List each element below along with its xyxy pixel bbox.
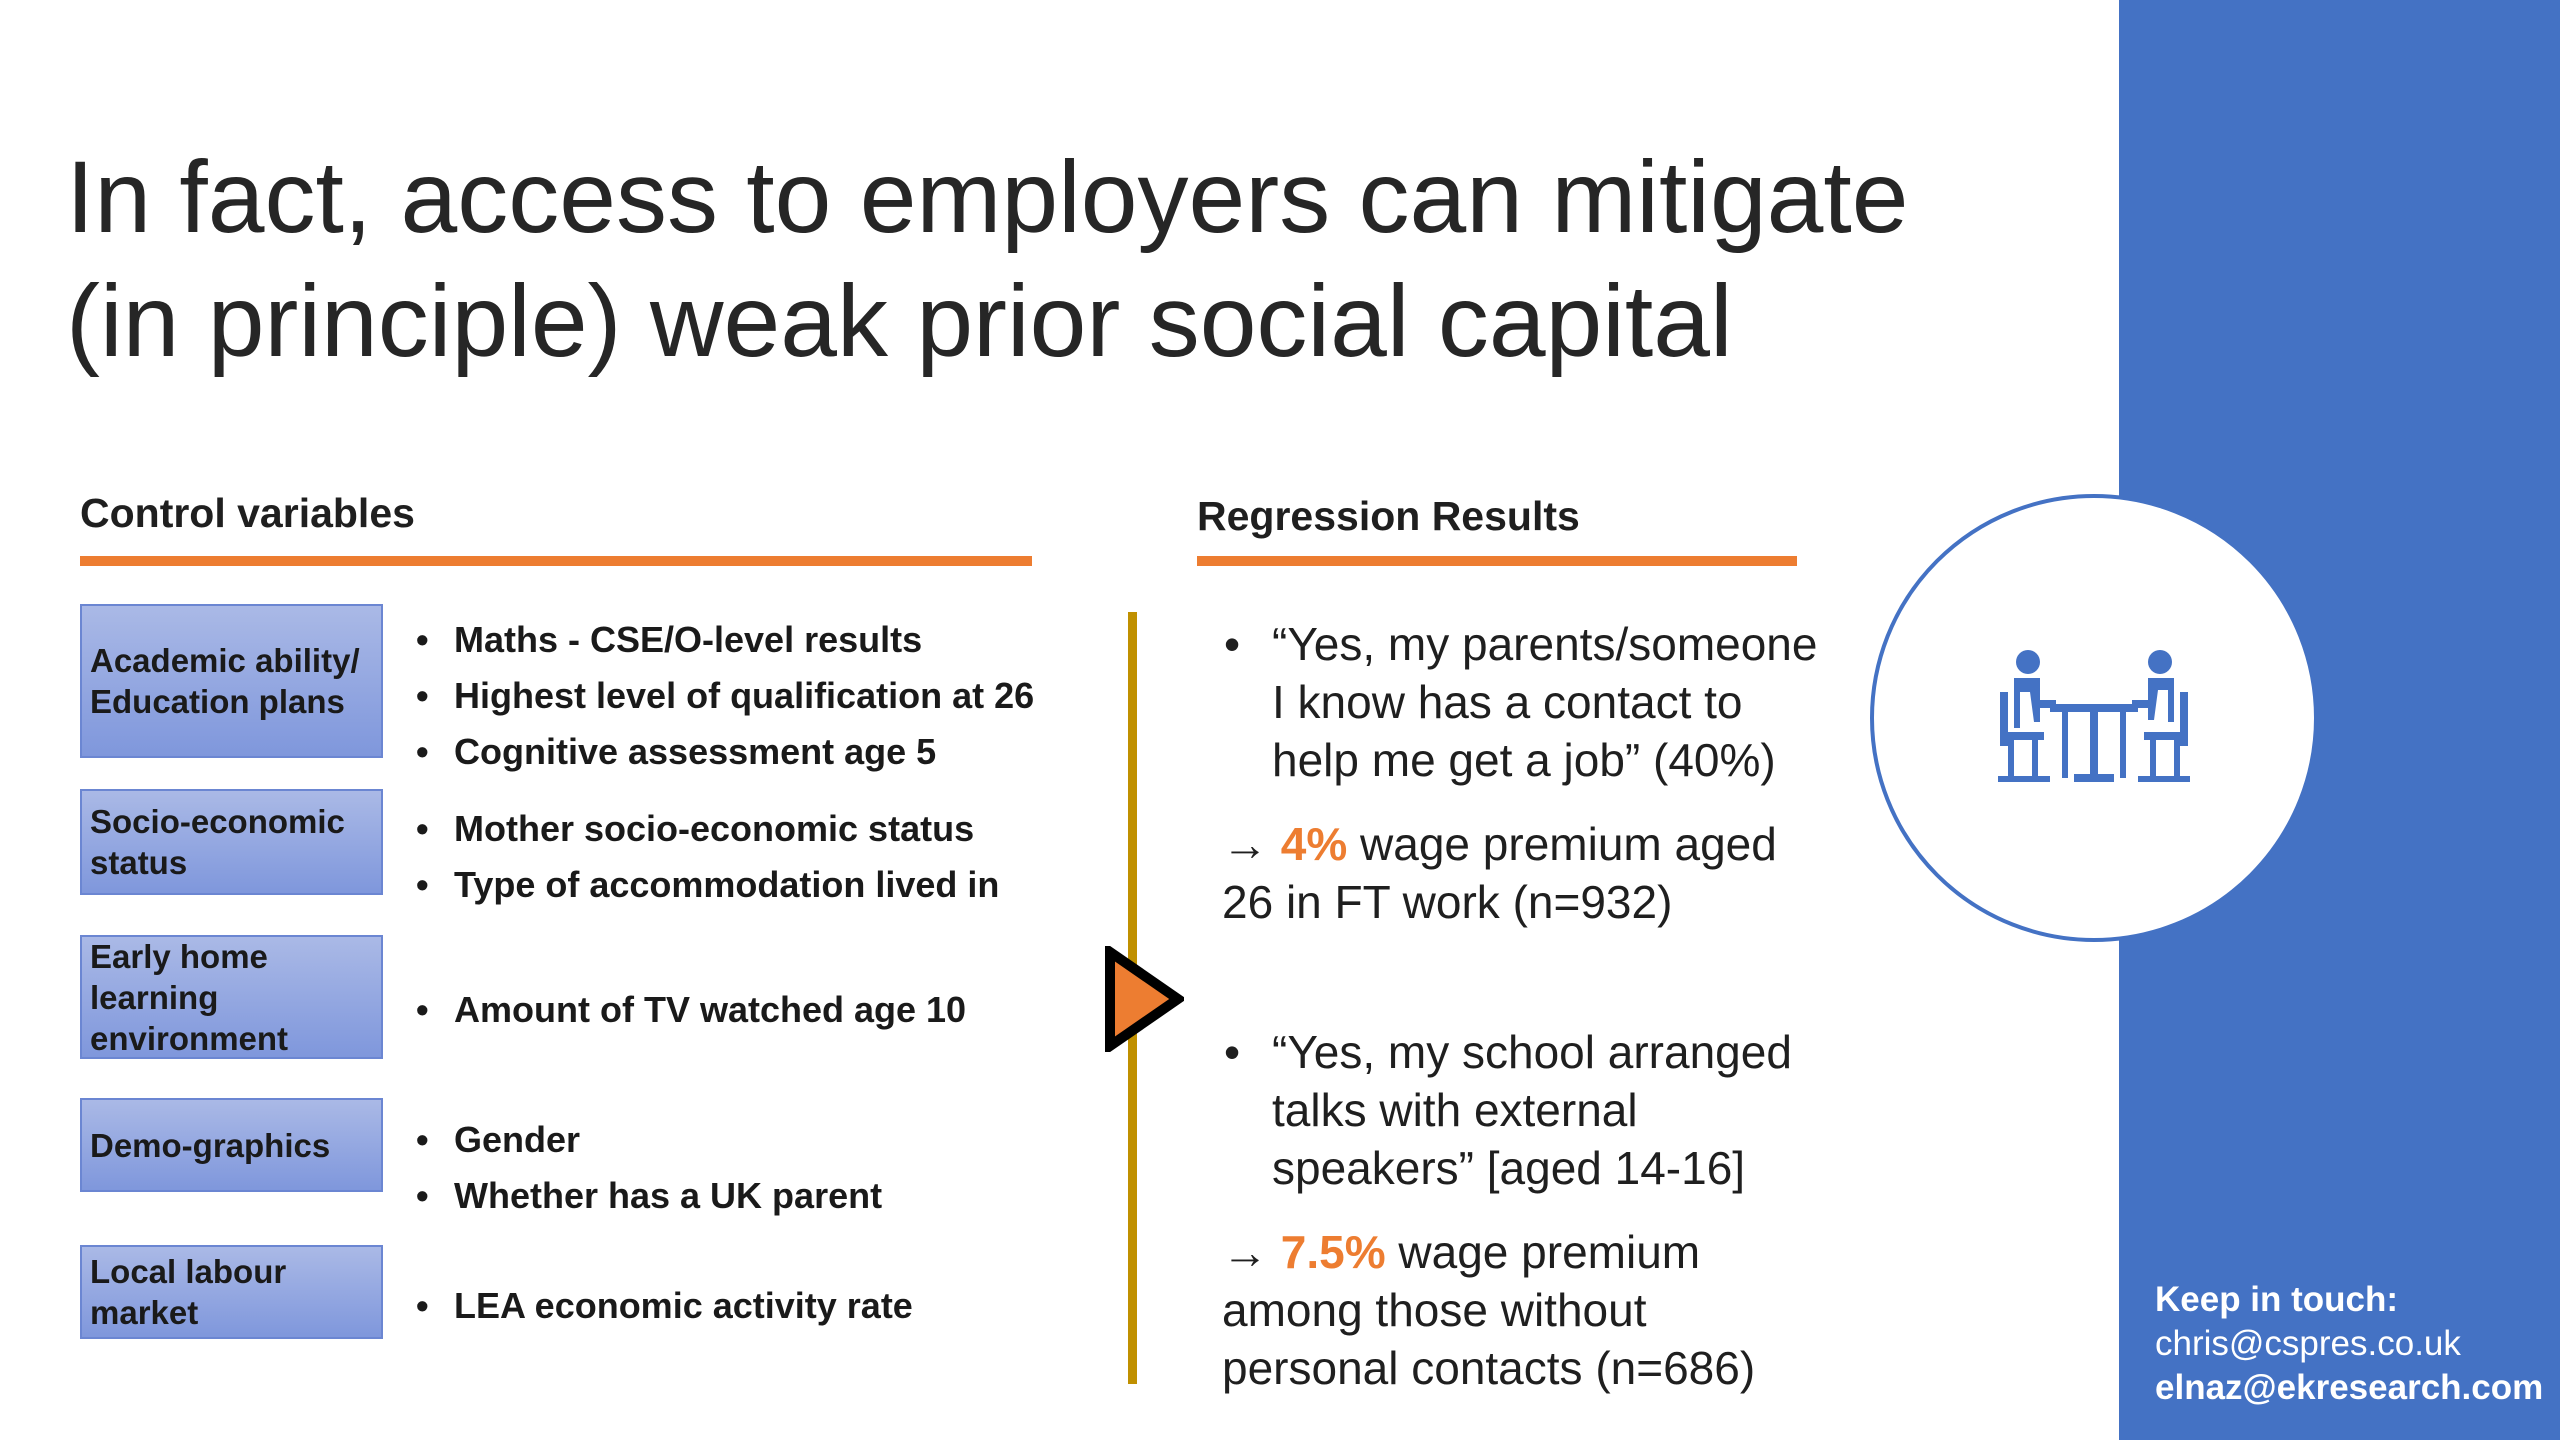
category-label [90,640,360,722]
play-arrow-icon [1104,946,1184,1052]
quote-line: “Yes, my parents/someone [1272,618,1818,670]
variable-item: • Highest level of qualification at 26 [412,668,1034,724]
contact-block [2155,1278,2555,1410]
category-label-line: Academic ability/ [90,642,360,679]
variable-item: • Maths - CSE/O-level results [412,612,1034,668]
category-academic [80,604,383,758]
quote-line: speakers” [aged 14-16] [1272,1142,1746,1194]
category-label [90,1251,286,1333]
finding-text: 26 in FT work (n=932) [1222,876,1673,928]
category-label-line: status [90,844,188,881]
category-label-line: learning [90,978,219,1016]
right-arrow-icon: → [1222,1226,1268,1278]
category-label-line: Socio-economic [90,803,345,840]
category-socio-economic [80,789,383,895]
result-quote [1222,1023,1792,1197]
variable-item: • Gender [412,1112,882,1168]
control-variables-rule [80,556,1032,566]
title-line-1: In fact, access to employers can mitigate [66,140,1909,254]
variable-item: • Amount of TV watched age 10 [412,982,966,1038]
category-label-line: environment [90,1019,289,1057]
variable-item: • Mother socio-economic status [412,801,999,857]
category-label [90,801,345,883]
variable-item: • LEA economic activity rate [412,1278,913,1334]
regression-results-rule [1197,556,1797,566]
quote-line: help me get a job” (40%) [1272,734,1776,786]
contact-email-1[interactable]: chris@cspres.co.uk [2155,1324,2461,1363]
slide-title [66,135,2046,383]
finding-text: personal contacts (n=686) [1222,1342,1756,1394]
wage-premium-value: 7.5% [1280,1226,1386,1278]
variable-item: • Cognitive assessment age 5 [412,724,1034,780]
title-line-2: (in principle) weak prior social capital [66,264,1733,378]
category-label-line: Education plans [90,683,345,720]
result-quote [1222,615,1817,789]
socio-economic-variables-list [412,801,999,913]
quote-line: talks with external [1272,1084,1638,1136]
category-label [90,936,288,1059]
quote-line: I know has a contact to [1272,676,1743,728]
category-label [90,1125,330,1166]
regression-results-heading: Regression Results [1197,493,1580,539]
category-label-line: Demo-graphics [90,1126,331,1164]
meeting-icon [1994,648,2194,788]
early-home-variables-list [412,982,966,1038]
control-variables-heading: Control variables [80,490,415,536]
category-label-line: Early home [90,937,268,975]
category-early-home [80,935,383,1059]
result-block-2 [1222,1023,1792,1397]
variable-item: • Type of accommodation lived in [412,857,999,913]
variable-item: • Whether has a UK parent [412,1168,882,1224]
result-block-1 [1222,615,1817,931]
right-arrow-icon: → [1222,818,1268,870]
finding-text: wage premium aged [1347,818,1777,870]
contact-email-2[interactable]: elnaz@ekresearch.com [2155,1368,2544,1407]
category-local-labour [80,1245,383,1339]
finding-text: among those without [1222,1284,1647,1336]
quote-line: “Yes, my school arranged [1272,1026,1792,1078]
finding-text: wage premium [1385,1226,1701,1278]
result-finding [1222,815,1817,931]
category-label-line: market [90,1294,199,1331]
result-finding [1222,1223,1792,1397]
icon-circle [1870,494,2318,942]
contact-heading: Keep in touch: [2155,1280,2399,1319]
demographics-variables-list [412,1112,882,1224]
category-demographics [80,1098,383,1192]
category-label-line: Local labour [90,1253,287,1290]
wage-premium-value: 4% [1280,818,1348,870]
academic-variables-list [412,612,1034,780]
local-labour-variables-list [412,1278,913,1334]
